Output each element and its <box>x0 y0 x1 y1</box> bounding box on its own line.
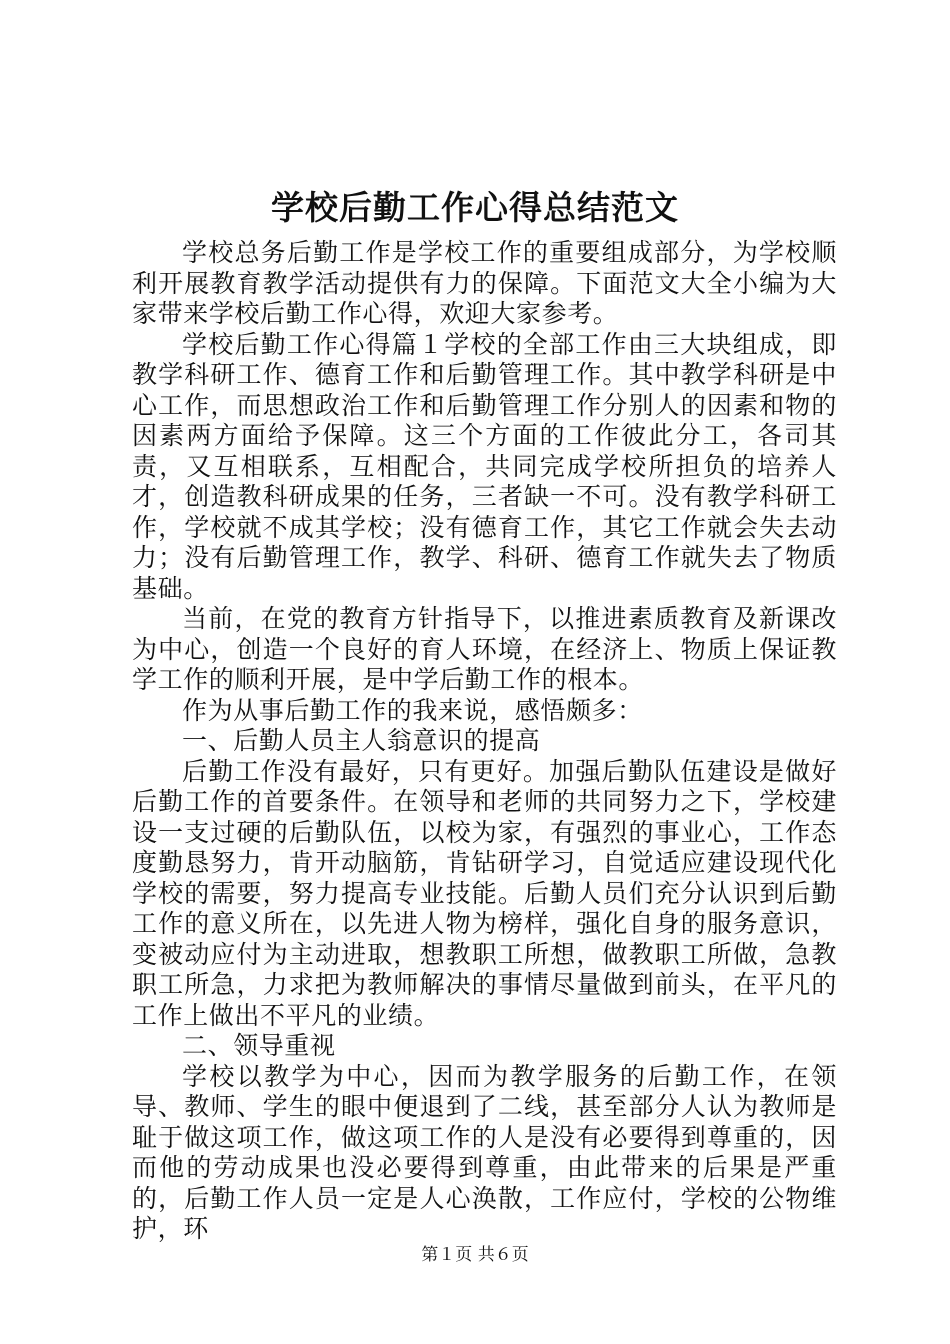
section-heading-1: 一、后勤人员主人翁意识的提高 <box>182 726 541 755</box>
document-body <box>132 238 837 1245</box>
paragraph-section-2: 学校以教学为中心，因而为教学服务的后勤工作，在领导、教师、学生的眼中便退到了二线，甚至部分人认为教师是耻于做这项工作，做这项工作的人是没有必要得到尊重的，因而他的劳动成果也没必要得到尊重，由此带来的后果是严重的，后勤工作人员一定是人心涣散，工作应付，学校的公物维护，环 <box>132 1061 837 1243</box>
paragraph-article-1: 学校后勤工作心得篇１学校的全部工作由三大块组成，即教学科研工作、德育工作和后勤管理工作。其中教学科研是中心工作，而思想政治工作和后勤管理工作分别人的因素和物的因素两方面给予保障。这三个方面的工作彼此分工，各司其责，又互相联系，互相配合，共同完成学校所担负的培养人才，创造教科研成果的任务，三者缺一不可。没有教学科研工作，学校就不成其学校；没有德育工作，其它工作就会失去动力；没有后勤管理工作，教学、科研、德育工作就失去了物质基础。 <box>132 329 837 603</box>
section-heading-2: 二、领导重视 <box>182 1031 336 1060</box>
paragraph-reflection-lead: 作为从事后勤工作的我来说，感悟颇多： <box>182 695 643 725</box>
paragraph-intro: 学校总务后勤工作是学校工作的重要组成部分，为学校顺利开展教育教学活动提供有力的保障。下面范文大全小编为大家带来学校后勤工作心得，欢迎大家参考。 <box>132 238 837 328</box>
paragraph-section-1: 后勤工作没有最好，只有更好。加强后勤队伍建设是做好后勤工作的首要条件。在领导和老师的共同努力之下，学校建设一支过硬的后勤队伍，以校为家，有强烈的事业心，工作态度勤恳努力，肯开动脑筋，肯钻研学习，自觉适应建设现代化学校的需要，努力提高专业技能。后勤人员们充分认识到后勤工作的意义所在，以先进人物为榜样，强化自身的服务意识，变被动应付为主动进取，想教职工所想，做教职工所做，急教职工所急，力求把为教师解决的事情尽量做到前头，在平凡的工作上做出不平凡的业绩。 <box>132 756 837 1030</box>
paragraph-current-situation: 当前，在党的教育方针指导下，以推进素质教育及新课改为中心，创造一个良好的育人环境，在经济上、物质上保证教学工作的顺利开展，是中学后勤工作的根本。 <box>132 604 837 694</box>
document-title: 学校后勤工作心得总结范文 <box>271 188 679 227</box>
page-number: 第１页 共６页 <box>421 1245 529 1265</box>
